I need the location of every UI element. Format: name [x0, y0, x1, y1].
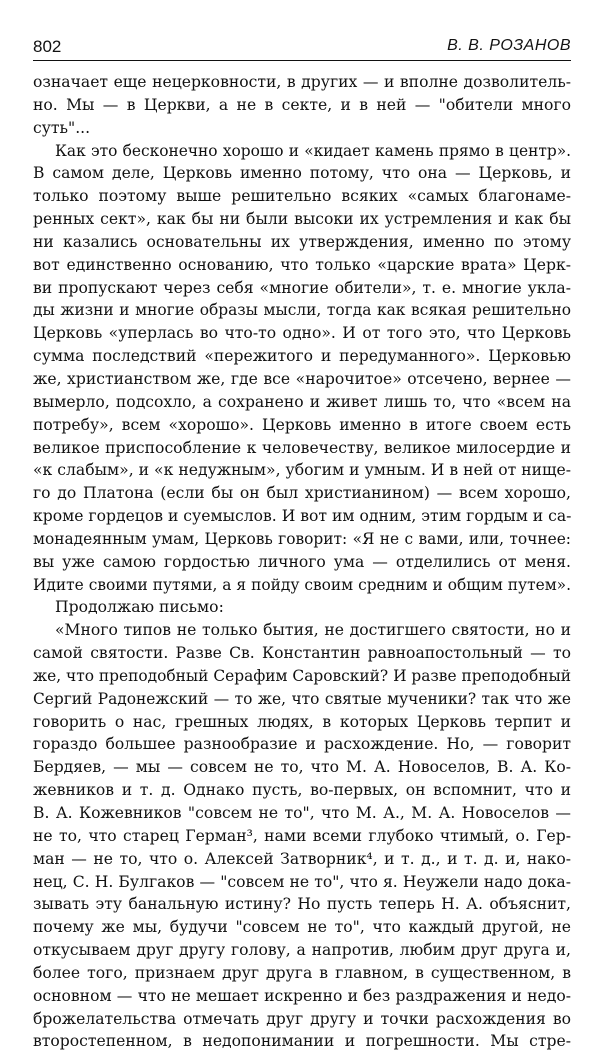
text-line: означает еще нецерковности, в других — и вполне дозволитель-	[33, 73, 571, 91]
text-line: брожелательства отмечать друг другу и точки расхождения во	[33, 1009, 571, 1028]
text-line: же, что преподобный Серафим Саровский? И разве преподобный	[33, 666, 571, 685]
text-line: В самом деле, Церковь именно потому, что она — Церковь, и	[33, 164, 571, 183]
text-line: откусываем друг другу голову, а напротив, любим друг друга и,	[33, 941, 571, 960]
text-line: основном — что не мешает искренно и без раздражения и недо-	[33, 986, 571, 1005]
text-line: кроме гордецов и суемыслов. И вот им одним, этим гордым и са-	[33, 507, 572, 526]
text-line: жевников и т. д. Однако пусть, во-первых, он вспомнит, что и	[33, 781, 571, 800]
text-line: говорить о нас, грешных людях, в которых Церковь терпит и	[33, 712, 571, 731]
text-line: самой святости. Разве Св. Константин равноапостольный — то	[33, 644, 571, 663]
text-line: ренных сект», как бы ни были высоки их устремления и как бы	[33, 210, 571, 229]
text-line: вымерло, подсохло, а сохранено и живет лишь то, что «всем на	[33, 392, 571, 411]
text-line: зывать эту банальную истину? Но пусть теперь Н. А. объяснит,	[33, 895, 571, 914]
text-line: «к слабым», и «к недужным», убогим и умным. И в ней от нище-	[33, 461, 571, 480]
text-line: ды жизни и многие образы мысли, тогда как всякая решительно	[33, 301, 571, 320]
text-line: Церковь «уперлась во что-то одно». И от того это, что Церковь	[33, 324, 571, 343]
text-line: вы уже самою гордостью личного ума — отделились от меня.	[33, 552, 571, 571]
text-line: почему же мы, будучи "совсем не то", что каждый другой, не	[33, 918, 571, 937]
text-line: великое приспособление к человечеству, великое милосердие и	[33, 438, 571, 457]
text-line: же, христианством же, где все «нарочитое» отсечено, вернее —	[33, 369, 571, 388]
text-line: ни казались основательны их утверждения, именно по этому	[33, 232, 571, 251]
text-line: Как это бесконечно хорошо и «кидает камень прямо в центр».	[55, 141, 571, 160]
text-line: потребу», всем «хорошо». Церковь именно в итоге своем есть	[33, 415, 571, 434]
text-line: ман — не то, что о. Алексей Затворник⁴, и т. д., и т. д. и, нако-	[33, 849, 571, 868]
text-line: нец, С. Н. Булгаков — "совсем не то", что я. Неужели надо дока-	[33, 872, 571, 891]
page-number: 802	[33, 37, 62, 56]
text-line: Бердяев, — мы — совсем не то, что М. А. Новоселов, В. А. Ко-	[33, 758, 571, 777]
text-line: ви пропускают через себя «многие обители», т. е. многие укла-	[33, 278, 571, 297]
text-line: сумма последствий «пережитого и передуманного». Церковью	[33, 347, 571, 366]
text-line: только поэтому выше решительно всяких «самых благонаме-	[33, 187, 571, 206]
running-head: В. В. РОЗАНОВ	[447, 37, 571, 54]
text-line: го до Платона (если бы он был христианином) — всем хорошо,	[33, 484, 571, 503]
text-line: «Много типов не только бытия, не достигшего святости, но и	[55, 621, 571, 640]
text-line: более того, признаем друг друга в главном, в существенном, в	[33, 963, 571, 982]
text-line: В. А. Кожевников "совсем не то", что М. А., М. А. Новоселов —	[33, 804, 571, 822]
body-text	[33, 71, 571, 1053]
text-line: суть"...	[33, 118, 91, 137]
page-header	[33, 33, 571, 61]
text-line: Продолжаю письмо:	[55, 598, 224, 617]
text-line: вот единственно основанию, что только «царские врата» Церк-	[33, 255, 571, 274]
text-line: Сергий Радонежский — то же, что святые мученики? так что же	[33, 689, 571, 708]
text-line: второстепенном, в недопонимании и погрешности. Мы стре-	[33, 1032, 571, 1051]
text-line: гораздо большее разнообразие и расхождение. Но, — говорит	[33, 735, 571, 754]
book-page	[33, 0, 572, 1051]
text-line: монадеянным умам, Церковь говорит: «Я не с вами, или, точнее:	[33, 529, 571, 548]
text-line: но. Мы — в Церкви, а не в секте, и в ней — "обители много	[33, 95, 571, 114]
text-line: Идите своими путями, а я пойду своим средним и общим путем».	[33, 575, 571, 594]
text-line: не то, что старец Герман³, нами всеми глубоко чтимый, о. Гер-	[33, 826, 571, 845]
